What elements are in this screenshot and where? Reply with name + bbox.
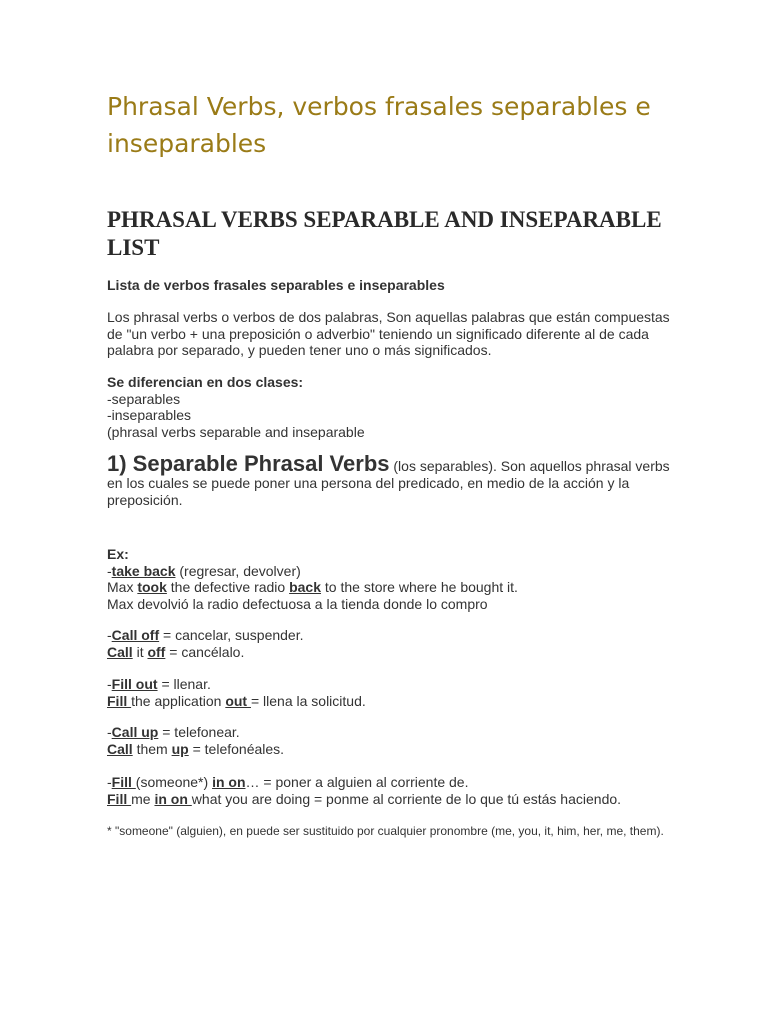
- ex1-translation: Max devolvió la radio defectuosa a la tienda donde lo compro: [107, 595, 488, 612]
- ex4-def: -Call up = telefonear.: [107, 724, 240, 740]
- subtitle: Lista de verbos frasales separables e inseparables: [107, 277, 445, 293]
- example-2: [107, 627, 677, 660]
- page-title: Phrasal Verbs, verbos frasales separables e inseparables: [107, 92, 651, 158]
- ex1-sentence: Max took the defective radio back to the store where he bought it.: [107, 579, 518, 595]
- example-3: [107, 676, 677, 709]
- footnote: * "someone" (alguien), en puede ser sustituido por cualquier pronombre (me, you, it, him, her, me, them).: [107, 824, 664, 838]
- example-1: [107, 546, 677, 612]
- ex5-verb: Fill: [111, 774, 136, 790]
- ex2-def: -Call off = cancelar, suspender.: [107, 627, 304, 643]
- ex3-def: -Fill out = llenar.: [107, 676, 211, 692]
- classes-item: (phrasal verbs separable and inseparable: [107, 423, 365, 440]
- section1-heading: 1) Separable Phrasal Verbs: [107, 451, 390, 476]
- classes-heading: Se diferencian en dos clases:: [107, 374, 304, 390]
- ex4-verb: Call up: [111, 724, 159, 740]
- intro-paragraph: Los phrasal verbs o verbos de dos palabras, Son aquellas palabras que están compuestas de "un verbo + una preposición o adverbio" teniendo un significado diferente al de cada palabra por separado, y pueden tener uno o más significados.: [107, 309, 670, 358]
- ex2-verb: Call off: [111, 627, 160, 643]
- ex3-verb: Fill out: [111, 676, 158, 692]
- example-4: [107, 724, 677, 757]
- ex1-def: -take back (regresar, devolver): [107, 562, 301, 579]
- classes-item: -inseparables: [107, 407, 192, 423]
- list-heading: PHRASAL VERBS SEPARABLE AND INSEPARABLE LIST: [107, 207, 662, 260]
- ex5-sentence: Fill me in on what you are doing = ponme al corriente de lo que tú estás haciendo.: [107, 790, 622, 807]
- classes-block: [107, 374, 677, 440]
- ex5-def: -Fill (someone*) in on… = poner a alguien al corriente de.: [107, 774, 469, 790]
- section1-text: . Son aquellos phrasal verbs en los cuales se puede poner una persona del predicado, en medio de la acción y la preposición.: [107, 458, 670, 508]
- ex4-sentence: Call them up = telefonéales.: [107, 740, 285, 757]
- ex3-sentence: Fill the application out = llena la solicitud.: [107, 692, 366, 709]
- section1-paragraph: [107, 451, 677, 509]
- classes-item: -separables: [107, 390, 181, 407]
- ex2-sentence: Call it off = cancélalo.: [107, 643, 245, 660]
- ex1-verb: take back: [111, 562, 176, 579]
- ex-label: Ex:: [107, 546, 129, 562]
- example-5: [107, 774, 687, 807]
- section1-paren: (los separables): [389, 458, 493, 474]
